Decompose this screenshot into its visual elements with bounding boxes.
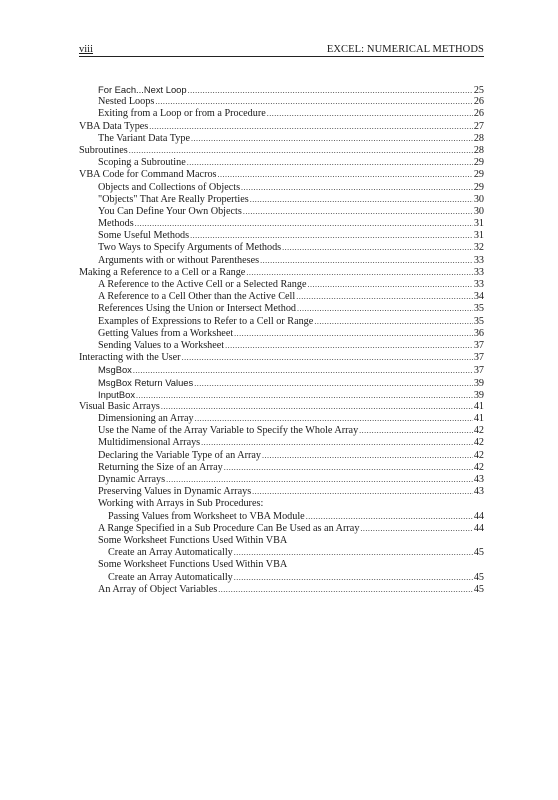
toc-entry-page: 42 — [473, 449, 484, 461]
toc-entry-page: 44 — [473, 522, 484, 534]
toc-entry — [79, 572, 484, 584]
toc-entry-page: 37 — [473, 339, 484, 351]
toc-entry — [79, 425, 484, 437]
toc-entry-title: Multidimensional Arrays — [98, 437, 201, 449]
toc-entry-title: Use the Name of the Array Variable to Specify the Whole Array — [98, 425, 359, 437]
page-header — [79, 42, 484, 57]
toc-entry-title: Interacting with the User — [79, 352, 181, 364]
toc-entry — [79, 364, 484, 376]
toc-entry — [79, 279, 484, 291]
toc-entry — [79, 133, 484, 145]
toc-entry — [79, 352, 484, 364]
toc-entry-title: Working with Arrays in Sub Procedures: — [98, 498, 264, 510]
toc-entry-page: 41 — [473, 400, 484, 412]
toc-entry-page: 30 — [473, 205, 484, 217]
toc-entry-page: 25 — [473, 85, 484, 96]
dot-leader — [129, 145, 473, 157]
toc-entry-page: 35 — [473, 303, 484, 315]
toc-entry-page: 35 — [473, 315, 484, 327]
toc-entry — [79, 559, 484, 571]
toc-entry — [79, 413, 484, 425]
toc-entry — [79, 511, 484, 523]
dot-leader — [194, 378, 473, 390]
toc-entry — [79, 194, 484, 206]
toc-entry — [79, 145, 484, 157]
toc-entry-page: 28 — [473, 132, 484, 144]
toc-entry-page: 44 — [473, 510, 484, 522]
dot-leader — [252, 486, 473, 498]
toc-entry-page: 43 — [473, 474, 484, 485]
toc-entry-title: Visual Basic Arrays — [79, 400, 160, 412]
toc-entry-title: Dimensioning an Array — [98, 413, 194, 425]
toc-entry-title: Two Ways to Specify Arguments of Methods — [98, 242, 282, 254]
toc-entry-title: A Reference to the Active Cell or a Selected Range — [98, 279, 307, 290]
dot-leader — [182, 352, 473, 364]
toc-entry — [79, 377, 484, 389]
dot-leader — [161, 401, 473, 413]
toc-entry-title: Scoping a Subroutine — [98, 157, 186, 169]
toc-entry-title: For Each...Next Loop — [98, 84, 187, 95]
dot-leader — [234, 328, 473, 340]
dot-leader — [250, 194, 473, 206]
dot-leader — [314, 316, 473, 328]
toc-entry — [79, 255, 484, 267]
dot-leader — [195, 413, 473, 425]
toc-entry-title: References Using the Union or Intersect Method — [98, 303, 297, 315]
dot-leader — [218, 584, 473, 596]
toc-entry — [79, 450, 484, 462]
toc-entry-page: 37 — [473, 365, 484, 377]
dot-leader — [243, 206, 473, 218]
toc-entry-page: 36 — [473, 327, 484, 339]
toc-entry-page: 45 — [473, 547, 484, 559]
dot-leader — [267, 108, 473, 120]
toc-entry-title: Objects and Collections of Objects — [98, 181, 241, 193]
toc-entry-title: An Array of Object Variables — [98, 583, 218, 595]
toc-entry — [79, 303, 484, 315]
running-title: EXCEL: NUMERICAL METHODS — [326, 44, 484, 55]
toc-entry-page: 32 — [473, 242, 484, 254]
toc-entry-title: Some Useful Methods — [98, 230, 190, 242]
dot-leader — [359, 425, 473, 437]
toc-entry-page: 34 — [473, 291, 484, 303]
toc-entry-page: 43 — [473, 486, 484, 498]
toc-entry-page: 45 — [473, 583, 484, 595]
dot-leader — [187, 157, 473, 169]
toc-entry-page: 29 — [473, 157, 484, 169]
toc-entry-title: Arguments with or without Parentheses — [98, 254, 260, 266]
toc-entry-page: 42 — [473, 461, 484, 473]
toc-entry-title: Create an Array Automatically — [108, 571, 233, 583]
toc-entry — [79, 206, 484, 218]
toc-entry-title: MsgBox — [98, 364, 132, 376]
dot-leader — [297, 303, 473, 315]
toc-entry — [79, 328, 484, 340]
toc-entry-page: 45 — [473, 571, 484, 583]
toc-entry-page: 27 — [473, 120, 484, 132]
dot-leader — [149, 121, 473, 133]
toc-entry — [79, 218, 484, 230]
toc-entry — [79, 547, 484, 559]
toc-entry-title: VBA Data Types — [79, 120, 149, 132]
toc-entry-page: 26 — [473, 108, 484, 120]
toc-entry — [79, 462, 484, 474]
dot-leader — [262, 450, 473, 462]
dot-leader — [306, 511, 473, 523]
toc-entry — [79, 182, 484, 194]
toc-entry-page: 39 — [473, 377, 484, 389]
toc-entry-page: 41 — [473, 413, 484, 425]
dot-leader — [360, 523, 472, 535]
dot-leader — [190, 230, 473, 242]
toc-entry-page: 31 — [473, 218, 484, 230]
toc-entry — [79, 230, 484, 242]
dot-leader — [234, 572, 473, 584]
dot-leader — [155, 96, 473, 108]
toc-entry-title: Sending Values to a Worksheet — [98, 339, 225, 351]
toc-entry — [79, 584, 484, 596]
dot-leader — [218, 169, 473, 181]
toc-entry-page: 26 — [473, 96, 484, 108]
toc-entry-title: "Objects" That Are Really Properties — [98, 193, 249, 205]
toc-entry-title: MsgBox Return Values — [98, 376, 194, 388]
toc-entry-page: 33 — [473, 254, 484, 266]
toc-entry-title: Passing Values from Worksheet to VBA Module — [108, 510, 305, 522]
toc-entry-title: VBA Code for Command Macros — [79, 169, 217, 181]
toc-entry-title: Examples of Expressions to Refer to a Cell or Range — [98, 315, 314, 327]
toc-entry — [79, 340, 484, 352]
toc-entry-title: Declaring the Variable Type of an Array — [98, 449, 261, 461]
toc-entry-page: 29 — [473, 181, 484, 193]
toc-entry — [79, 474, 484, 486]
dot-leader — [234, 547, 473, 559]
toc-entry — [79, 523, 484, 535]
dot-leader — [191, 133, 473, 145]
toc-entry-title: Create an Array Automatically — [108, 547, 233, 559]
dot-leader — [135, 218, 473, 230]
toc-entry-title: Getting Values from a Worksheet — [98, 327, 234, 339]
toc-entry — [79, 169, 484, 181]
toc-entry-title: Preserving Values in Dynamic Arrays — [98, 486, 252, 498]
toc-entry — [79, 96, 484, 108]
toc-entry-title: A Reference to a Cell Other than the Active Cell — [98, 291, 296, 303]
toc-entry-page: 33 — [473, 279, 484, 290]
toc-entry-title: Nested Loops — [98, 96, 155, 108]
toc-entry — [79, 316, 484, 328]
toc-entry — [79, 401, 484, 413]
dot-leader — [246, 267, 472, 279]
toc-entry-page: 28 — [473, 144, 484, 156]
toc-entry — [79, 291, 484, 303]
toc-entry — [79, 108, 484, 120]
toc-entry-title: Making a Reference to a Cell or a Range — [79, 266, 246, 278]
toc-entry-title: Subroutines — [79, 144, 128, 156]
toc-entry-title: Returning the Size of an Array — [98, 461, 223, 473]
dot-leader — [224, 462, 473, 474]
toc-entry-title: Methods — [98, 218, 134, 230]
toc-entry — [79, 389, 484, 401]
toc-entry-title: Dynamic Arrays — [98, 474, 166, 485]
toc-entry-page: 29 — [473, 169, 484, 181]
toc-entry-title: Some Worksheet Functions Used Within VBA — [98, 559, 288, 571]
toc-entry-page: 33 — [473, 266, 484, 278]
toc-entry-page: 37 — [473, 352, 484, 364]
toc-entry — [79, 121, 484, 133]
toc-entry — [79, 242, 484, 254]
page-number: viii — [79, 44, 94, 55]
dot-leader — [166, 474, 473, 486]
toc-entry-page: 42 — [473, 437, 484, 449]
toc-entry-page: 42 — [473, 425, 484, 437]
dot-leader — [241, 182, 473, 194]
dot-leader — [225, 340, 473, 352]
dot-leader — [282, 242, 473, 254]
toc-entry — [79, 535, 484, 547]
toc-entry-title: A Range Specified in a Sub Procedure Can Be Used as an Array — [98, 522, 360, 534]
toc-entry-title: Some Worksheet Functions Used Within VBA — [98, 534, 288, 546]
toc-entry-title: InputBox — [98, 388, 136, 400]
dot-leader — [307, 279, 472, 291]
toc-entry — [79, 157, 484, 169]
toc-entry-page: 39 — [473, 389, 484, 401]
toc-entry — [79, 84, 484, 96]
table-of-contents — [79, 84, 484, 596]
toc-entry — [79, 267, 484, 279]
toc-entry-title: The Variant Data Type — [98, 132, 190, 144]
dot-leader — [296, 291, 473, 303]
toc-entry — [79, 498, 484, 510]
toc-entry — [79, 486, 484, 498]
toc-entry-title: You Can Define Your Own Objects — [98, 205, 242, 217]
toc-entry-title: Exiting from a Loop or from a Procedure — [98, 108, 266, 120]
toc-entry-page: 30 — [473, 193, 484, 205]
toc-entry — [79, 437, 484, 449]
dot-leader — [260, 255, 473, 267]
toc-entry-page: 31 — [473, 230, 484, 242]
dot-leader — [201, 437, 473, 449]
